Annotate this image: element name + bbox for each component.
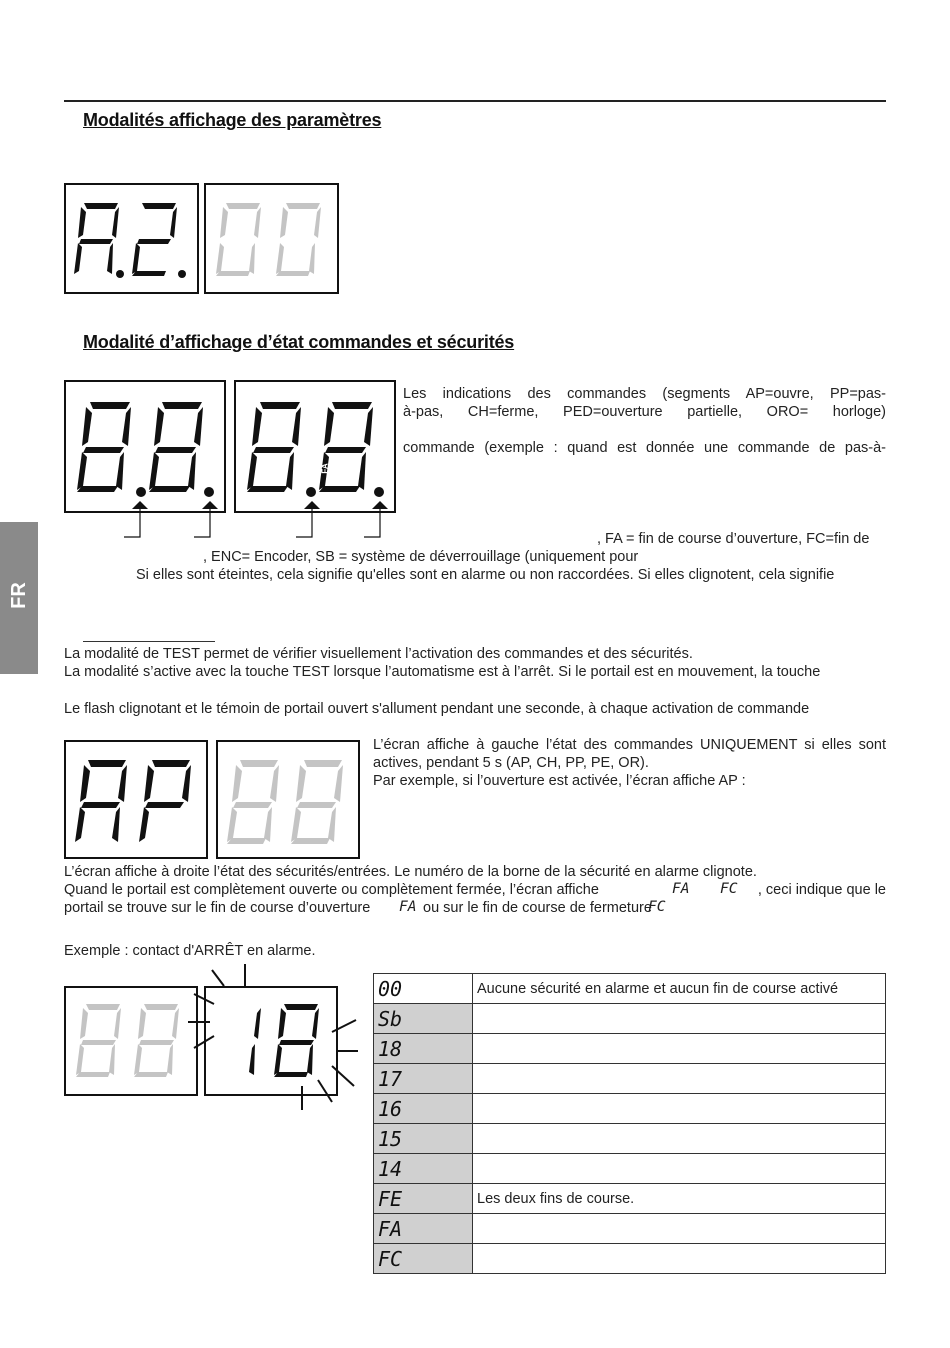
language-tab-label: FR <box>7 582 30 609</box>
test-display-left <box>64 740 208 859</box>
table-row <box>374 974 886 1004</box>
right-line-1: L’écran affiche à droite l’état des sécurités/entrées. Le numéro de la borne de la sécurité en alarme clignote. <box>64 864 757 880</box>
description-cell <box>473 1154 886 1184</box>
table-row <box>374 1214 886 1244</box>
table-row <box>374 1094 886 1124</box>
seven-seg-88-alarm-grey <box>66 988 196 1094</box>
code-cell: 15 <box>374 1124 473 1154</box>
seven-seg-00 <box>206 185 337 292</box>
test-line-2: La modalité s’active avec la touche TEST lorsque l’automatisme est à l’arrêt. Si le portail est en mouvement, la touche <box>64 664 821 680</box>
code-cell: 00 <box>374 974 473 1004</box>
screen-line-2: actives, pendant 5 s (AP, CH, PP, PE, OR). <box>373 755 649 771</box>
code-cell: FE <box>374 1184 473 1214</box>
seven-seg-ap <box>66 742 206 857</box>
safety-codes-table <box>373 973 886 1274</box>
code-cell: 17 <box>374 1064 473 1094</box>
test-display-right <box>216 740 360 859</box>
section-title-status: Modalité d’affichage d’état commandes et sécurités <box>83 332 515 352</box>
seven-seg-88-status <box>66 382 224 511</box>
description-cell <box>473 1094 886 1124</box>
language-tab <box>0 522 38 674</box>
test-title-underline <box>83 641 215 642</box>
fc-label: FC <box>364 463 374 474</box>
code-cell: 14 <box>374 1154 473 1184</box>
description-cell <box>473 1004 886 1034</box>
test-line-3: Le flash clignotant et le témoin de portail ouvert s'allument pendant une seconde, à chaque activation de commande <box>64 701 810 717</box>
seven-seg-a2 <box>66 185 197 292</box>
commands-line-1: Les indications des commandes (segments AP=ouvre, PP=pas- <box>403 386 886 402</box>
commands-line-4: , FA = fin de course d’ouverture, FC=fin de <box>597 531 870 547</box>
code-cell: Sb <box>374 1004 473 1034</box>
blink-rays <box>186 962 366 1114</box>
right-line-3b: ou sur le fin de course de fermeture <box>423 900 652 916</box>
table-row <box>374 1004 886 1034</box>
segment-arrows <box>64 495 404 540</box>
table-row <box>374 1154 886 1184</box>
section-title-parameters: Modalités affichage des paramètres <box>83 110 382 130</box>
code-fa-inline-2: FA <box>399 899 417 915</box>
description-cell: Aucune sécurité en alarme et aucun fin de course activé <box>473 974 886 1004</box>
code-fc-inline-2: FC <box>648 899 666 915</box>
example-text: Exemple : contact d'ARRÊT en alarme. <box>64 943 316 959</box>
top-rule <box>64 100 886 102</box>
table-row <box>374 1034 886 1064</box>
description-cell <box>473 1034 886 1064</box>
status-display-left <box>64 380 226 513</box>
param-display-right <box>204 183 339 294</box>
code-cell: FA <box>374 1214 473 1244</box>
table-row <box>374 1244 886 1274</box>
fa-label: FA <box>320 463 330 474</box>
code-cell: FC <box>374 1244 473 1274</box>
description-cell <box>473 1064 886 1094</box>
table-row <box>374 1184 886 1214</box>
param-display-left <box>64 183 199 294</box>
commands-line-5: , ENC= Encoder, SB = système de déverrouillage (uniquement pour <box>203 549 639 565</box>
right-line-2a: Quand le portail est complètement ouverte ou complètement fermée, l’écran affiche <box>64 882 599 898</box>
screen-line-3: Par exemple, si l’ouverture est activée, l’écran affiche AP : <box>373 773 746 789</box>
right-line-2b: , ceci indique que le <box>757 882 886 898</box>
status-display-right <box>234 380 396 513</box>
code-cell: 16 <box>374 1094 473 1124</box>
right-line-3a: portail se trouve sur le fin de course d’ouverture <box>64 900 371 916</box>
code-cell: 18 <box>374 1034 473 1064</box>
table-row <box>374 1064 886 1094</box>
description-cell <box>473 1214 886 1244</box>
test-line-1: La modalité de TEST permet de vérifier visuellement l’activation des commandes et des sécurités. <box>64 646 693 662</box>
commands-line-3: commande (exemple : quand est donnée une commande de pas-à- <box>403 440 886 456</box>
description-cell <box>473 1244 886 1274</box>
commands-line-6: Si elles sont éteintes, cela signifie qu'elles sont en alarme ou non raccordées. Si elles clignotent, cela signifie <box>136 567 835 583</box>
commands-line-2: à-pas, CH=ferme, PED=ouverture partielle, ORO= horloge) <box>403 404 886 420</box>
description-cell: Les deux fins de course. <box>473 1184 886 1214</box>
code-fa-inline: FA <box>672 881 690 897</box>
screen-line-1: L’écran affiche à gauche l’état des commandes UNIQUEMENT si elles sont <box>373 737 886 753</box>
description-cell <box>473 1124 886 1154</box>
alarm-display-left <box>64 986 198 1096</box>
seven-seg-88-grey <box>218 742 358 857</box>
code-fc-inline: FC <box>720 881 738 897</box>
table-row <box>374 1124 886 1154</box>
seven-seg-88-safety <box>236 382 394 511</box>
